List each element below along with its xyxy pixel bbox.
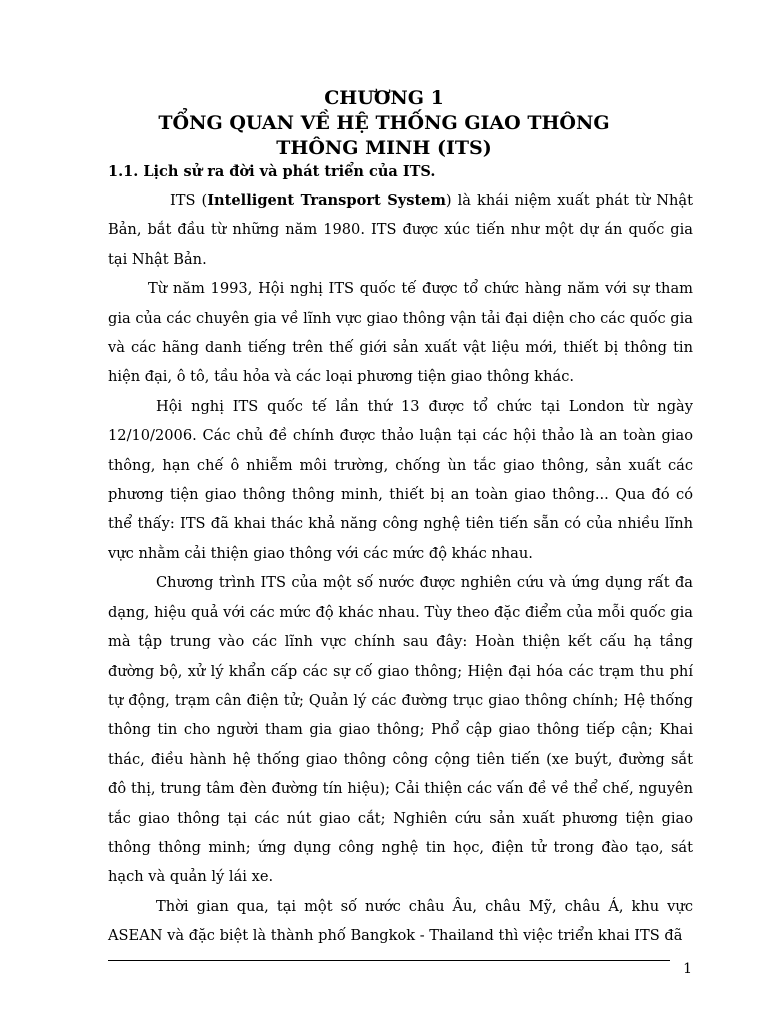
page-number: 1 — [683, 961, 692, 977]
section-heading: 1.1. Lịch sử ra đời và phát triển của ITS. — [108, 163, 436, 180]
chapter-number: CHƯƠNG 1 — [324, 87, 444, 109]
paragraph-3: Hội nghị ITS quốc tế lần thứ 13 được tổ chức tại London từ ngày 12/10/2006. Các chủ đề chính được thảo luận tại các hội thảo là an toàn giao thông, hạn chế ô nhiễm môi trường, chống ùn tắc giao thông, sản xuất các phương tiện giao thông thông minh, thiết bị an toàn giao thông... Qua đó có thể thấy: ITS đã khai thác khả năng công nghệ tiên tiến sẵn có của nhiều lĩnh vực nhằm cải thiện giao thông với các mức độ khác nhau. — [108, 397, 693, 562]
paragraph-5: Thời gian qua, tại một số nước châu Âu, châu Mỹ, châu Á, khu vực ASEAN và đặc biệt là thành phố Bangkok - Thailand thì việc triển khai ITS đã — [108, 897, 693, 945]
body-text — [108, 186, 693, 951]
chapter-title-line-1: TỔNG QUAN VỀ HỆ THỐNG GIAO THÔNG — [158, 112, 610, 134]
paragraph-2: Từ năm 1993, Hội nghị ITS quốc tế được tổ chức hàng năm với sự tham gia của các chuyên gia về lĩnh vực giao thông vận tải đại diện cho các quốc gia và các hãng danh tiếng trên thế giới sản xuất vật liệu mới, thiết bị thông tin hiện đại, ô tô, tầu hỏa và các loại phương tiện giao thông khác. — [108, 280, 693, 386]
paragraph-1-term: Intelligent Transport System — [207, 192, 446, 209]
paragraph-4: Chương trình ITS của một số nước được nghiên cứu và ứng dụng rất đa dạng, hiệu quả với các mức độ khác nhau. Tùy theo đặc điểm của mỗi quốc gia mà tập trung vào các lĩnh vực chính sau đây: Hoàn thiện kết cấu hạ tầng đường bộ, xử lý khẩn cấp các sự cố giao thông; Hiện đại hóa các trạm thu phí tự động, trạm cân điện tử; Quản lý các đường trục giao thông chính; Hệ thống thông tin cho người tham gia giao thông; Phổ cập giao thông tiếp cận; Khai thác, điều hành hệ thống giao thông công cộng tiên tiến (xe buýt, đường sắt đô thị, trung tâm đèn đường tín hiệu); Cải thiện các vấn đề về thể chế, nguyên tắc giao thông tại các nút giao cắt; Nghiên cứu sản xuất phương tiện giao thông thông minh; ứng dụng công nghệ tin học, điện tử trong đào tạo, sát hạch và quản lý lái xe. — [108, 574, 693, 886]
paragraph-1-rest: ) là khái niệm xuất phát từ Nhật Bản, bắt đầu từ những năm 1980. ITS được xúc tiến như một dự án quốc gia tại Nhật Bản. — [108, 192, 693, 268]
chapter-title-line-2: THÔNG MINH (ITS) — [276, 137, 492, 159]
chapter-heading — [0, 86, 768, 161]
paragraph-1-prefix: ITS ( — [170, 192, 208, 209]
paragraph-1 — [108, 186, 693, 274]
footer-divider — [108, 960, 670, 961]
